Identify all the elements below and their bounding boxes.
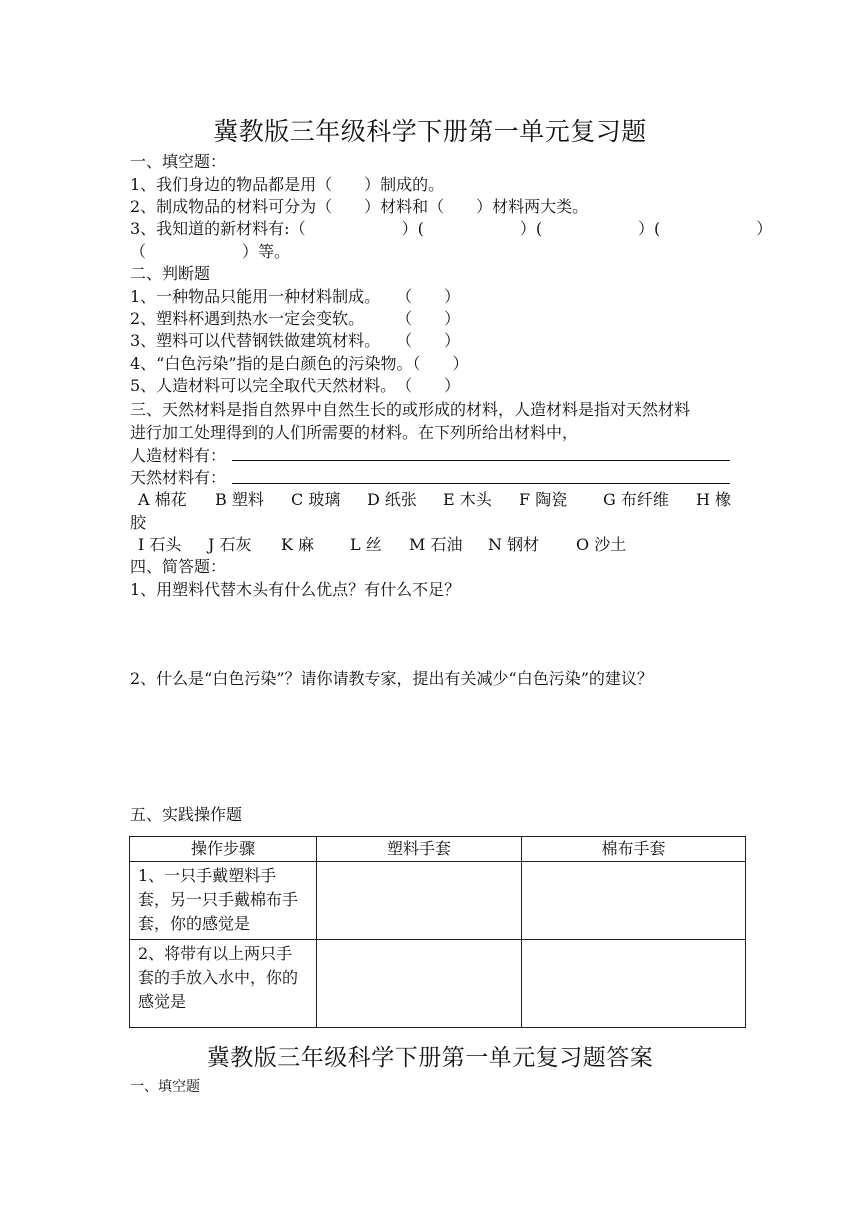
- table-row: [130, 940, 746, 1028]
- judge-question-5: 5、人造材料可以完全取代天然材料。 （ ）: [130, 376, 461, 395]
- judge-question-2: 2、塑料杯遇到热水一定会变软。 （ ）: [130, 309, 461, 328]
- material-item: H 橡: [696, 490, 732, 509]
- material-item: E 木头: [443, 490, 492, 509]
- table-header-cell: 操作步骤: [130, 837, 317, 862]
- short-answer-question-1: 1、用塑料代替木头有什么优点？有什么不足？: [130, 580, 461, 599]
- artificial-materials-label: 人造材料有：: [130, 446, 227, 465]
- answer-title: 冀教版三年级科学下册第一单元复习题答案: [206, 1045, 654, 1071]
- material-item: C 玻璃: [291, 490, 341, 509]
- judge-question-1: 1、一种物品只能用一种材料制成。 （ ）: [130, 287, 461, 306]
- fill-question-3: 3、我知道的新材料有:（ ）( ）( ）( ）: [130, 219, 773, 238]
- table-cell-plastic[interactable]: [317, 862, 522, 940]
- natural-materials-label: 天然材料有：: [130, 468, 227, 487]
- practice-table: [129, 836, 746, 1028]
- section-3-intro-line-2: 进行加工处理得到的人们所需要的材料。在下列所给出材料中，: [130, 423, 579, 442]
- material-item: N 钢材: [488, 535, 540, 554]
- material-item: J 石灰: [208, 535, 252, 554]
- fill-question-2: 2、制成物品的材料可分为（ ）材料和（ ）材料两大类。: [130, 197, 589, 216]
- table-cell-cotton[interactable]: [522, 862, 746, 940]
- material-item: F 陶瓷: [519, 490, 568, 509]
- table-header-row: [130, 837, 746, 862]
- material-item: D 纸张: [367, 490, 417, 509]
- answer-section-1-heading: 一、填空题: [130, 1079, 200, 1095]
- section-2-heading: 二、判断题: [130, 264, 211, 283]
- judge-question-4: 4、“白色污染”指的是白颜色的污染物。（ ）: [130, 354, 469, 373]
- material-item-wrap: 胶: [130, 513, 147, 532]
- table-cell-step: 2、将带有以上两只手套的手放入水中，你的感觉是: [130, 940, 317, 1028]
- section-1-heading: 一、填空题：: [130, 152, 227, 171]
- section-3-intro-line-1: 三、天然材料是指自然界中自然生长的或形成的材料，人造材料是指对天然材料: [130, 400, 691, 419]
- material-item: G 布纤维: [603, 490, 669, 509]
- material-item: O 沙土: [576, 535, 627, 554]
- material-item: M 石油: [409, 535, 463, 554]
- material-item: L 丝: [350, 535, 382, 554]
- short-answer-question-2: 2、什么是“白色污染”？请你请教专家，提出有关减少“白色污染”的建议？: [130, 669, 653, 688]
- table-header-cell: 塑料手套: [317, 837, 522, 862]
- page-title: 冀教版三年级科学下册第一单元复习题: [213, 117, 647, 146]
- fill-question-3-cont: （ ）等。: [130, 242, 291, 261]
- table-row: [130, 862, 746, 940]
- table-header-cell: 棉布手套: [522, 837, 746, 862]
- material-item: B 塑料: [215, 490, 264, 509]
- section-4-heading: 四、简答题：: [130, 557, 227, 576]
- material-item: K 麻: [281, 535, 315, 554]
- table-cell-step: 1、一只手戴塑料手套，另一只手戴棉布手套，你的感觉是: [130, 862, 317, 940]
- fill-question-1: 1、我们身边的物品都是用（ ）制成的。: [130, 175, 445, 194]
- material-item: I 石头: [138, 535, 182, 554]
- judge-question-3: 3、塑料可以代替钢铁做建筑材料。 （ ）: [130, 331, 461, 350]
- material-item: A 棉花: [138, 490, 187, 509]
- natural-answer-line[interactable]: [232, 483, 730, 484]
- table-cell-cotton[interactable]: [522, 940, 746, 1028]
- artificial-answer-line[interactable]: [232, 460, 730, 461]
- table-cell-plastic[interactable]: [317, 940, 522, 1028]
- section-5-heading: 五、实践操作题: [130, 805, 243, 824]
